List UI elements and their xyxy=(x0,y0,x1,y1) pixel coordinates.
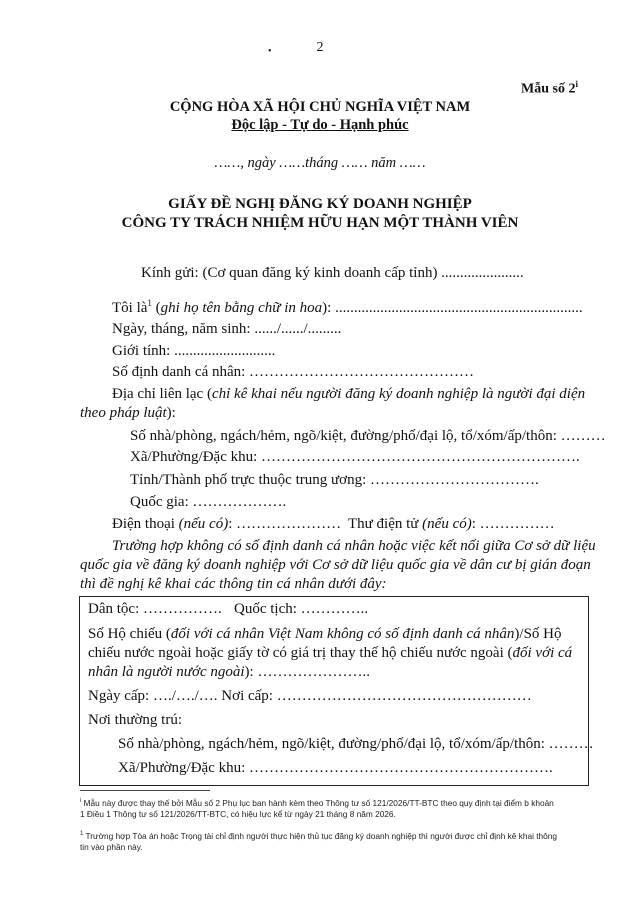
footnote-2-mark: 1 xyxy=(80,831,84,837)
ho-chieu-line-1 xyxy=(88,626,562,643)
date-line: ……, ngày ……tháng …… năm …… xyxy=(214,155,426,171)
xa-phuong-field: Xã/Phường/Đặc khu: ………………………………………………………. xyxy=(130,449,580,465)
email-field xyxy=(348,516,555,533)
dia-chi-hint-1: chỉ kê khai nếu người đăng ký doanh nghiệp là người đại diện xyxy=(211,386,586,402)
noi-thuong-tru-label: Nơi thường trú: xyxy=(88,712,182,728)
truong-hop-line-2: quốc gia về đăng ký doanh nghiệp với Cơ sở dữ liệu quốc gia về dân cư bị gián đoạn xyxy=(80,557,591,573)
quoc-tich-field: Quốc tịch: ………….. xyxy=(234,601,369,617)
ngay-cap-field: Ngày cấp: …./…./…. Nơi cấp: …………………………………………… xyxy=(88,688,532,704)
ho-chieu-line-3 xyxy=(88,664,370,681)
ho-chieu-tail-1: )/Số Hộ xyxy=(514,626,562,642)
country-name: CỘNG HÒA XÃ HỘI CHỦ NGHĨA VIỆT NAM xyxy=(169,99,471,115)
ho-chieu-hint-3: nhân là người nước ngoài xyxy=(88,664,245,680)
dien-thoai-field xyxy=(112,516,341,533)
footnote-2 xyxy=(80,829,560,853)
motto: Độc lập - Tự do - Hạnh phúc xyxy=(231,117,409,133)
truong-hop-line-1: Trường hợp không có số định danh cá nhân hoặc việc kết nối giữa Cơ sở dữ liệu xyxy=(112,538,596,554)
footnote-1-mark: i xyxy=(80,798,82,804)
title-line-2: CÔNG TY TRÁCH NHIỆM HỮU HẠN MỘT THÀNH VIÊN xyxy=(121,215,519,231)
ho-chieu-line-2 xyxy=(88,645,572,662)
email-label: Thư điện tử xyxy=(348,516,423,532)
toi-la-hint: ghi họ tên bằng chữ in hoa xyxy=(160,300,323,316)
ho-chieu-text-2: chiếu nước ngoài hoặc giấy tờ có giá trị thay thế hộ chiếu nước ngoài ( xyxy=(88,645,513,661)
truong-hop-line-3: thì đề nghị kê khai các thông tin cá nhân dưới đây: xyxy=(80,576,387,592)
page-dot: • xyxy=(268,46,272,57)
form-number-text: Mẫu số 2 xyxy=(521,81,576,97)
footnote-1 xyxy=(80,796,560,820)
email-hint: (nếu có) xyxy=(422,516,472,532)
dia-chi-line-2 xyxy=(80,405,176,422)
dia-chi-label: Địa chỉ liên lạc ( xyxy=(112,386,212,402)
toi-la-open: ( xyxy=(151,300,161,316)
toi-la-field: ): .................................................................. xyxy=(322,300,583,316)
form-number xyxy=(521,79,578,98)
gioi-tinh: Giới tính: ........................... xyxy=(112,343,276,359)
toi-la-label: Tôi là xyxy=(112,300,148,316)
toi-la-line xyxy=(112,298,583,317)
kinh-gui: Kính gửi: (Cơ quan đăng ký kinh doanh cấp tỉnh) ...................... xyxy=(141,265,524,281)
dia-chi-hint-2: theo pháp luật xyxy=(80,405,167,421)
so-nha-field: Số nhà/phòng, ngách/hẻm, ngõ/kiệt, đường/phố/đại lộ, tổ/xóm/ấp/thôn: ……… xyxy=(130,428,606,444)
page-number: 2 xyxy=(316,40,324,55)
dan-toc-field: Dân tộc: ……………. xyxy=(88,601,222,617)
footnote-1-text: Mẫu này được thay thế bởi Mẫu số 2 Phụ lục ban hành kèm theo Thông tư số 121/2026/TT-BTC theo quy định tại điểm b khoản 1 Điều 1 Thông tư số 121/2026/TT-BTC, có hiệu lực kể từ ngày 21 tháng 8 năm 2026. xyxy=(80,797,554,819)
dien-thoai-hint: (nếu có) xyxy=(178,516,229,532)
quoc-gia-field: Quốc gia: ………………. xyxy=(130,494,287,510)
box-so-nha-field: Số nhà/phòng, ngách/hẻm, ngõ/kiệt, đường/phố/đại lộ, tổ/xóm/ấp/thôn: ……… xyxy=(118,736,594,752)
so-dinh-danh: Số định danh cá nhân: ……………………………………… xyxy=(112,364,475,380)
ho-chieu-hint-2: đối với cá xyxy=(512,645,573,661)
tinh-field: Tỉnh/Thành phố trực thuộc trung ương: ……………………………. xyxy=(130,472,539,488)
email-dots: : …………… xyxy=(471,516,555,532)
dia-chi-close: ): xyxy=(166,405,176,421)
ho-chieu-dots: ): ………………….. xyxy=(244,664,370,680)
ho-chieu-hint-1: đối với cá nhân Việt Nam không có số định danh cá nhân xyxy=(170,626,515,642)
ngay-sinh: Ngày, tháng, năm sinh: ....../....../......... xyxy=(112,321,342,337)
title-line-1: GIẤY ĐỀ NGHỊ ĐĂNG KÝ DOANH NGHIỆP xyxy=(168,196,472,212)
form-number-sup: i xyxy=(575,79,578,89)
footnote-2-text: Trường hợp Tòa án hoặc Trọng tài chỉ định người thực hiện thủ tục đăng ký doanh nghiệp thì người được chỉ định kê khai thông tin vào phần này. xyxy=(80,830,557,852)
ho-chieu-label: Số Hộ chiếu ( xyxy=(88,626,171,642)
dia-chi-line-1 xyxy=(112,386,585,403)
footnote-divider xyxy=(80,790,210,791)
box-xa-phuong-field: Xã/Phường/Đặc khu: ……………………………………………………. xyxy=(118,760,553,776)
dien-thoai-label: Điện thoại xyxy=(112,516,179,532)
dien-thoai-dots: : ………………… xyxy=(228,516,342,532)
toi-la-sup: 1 xyxy=(147,298,152,308)
